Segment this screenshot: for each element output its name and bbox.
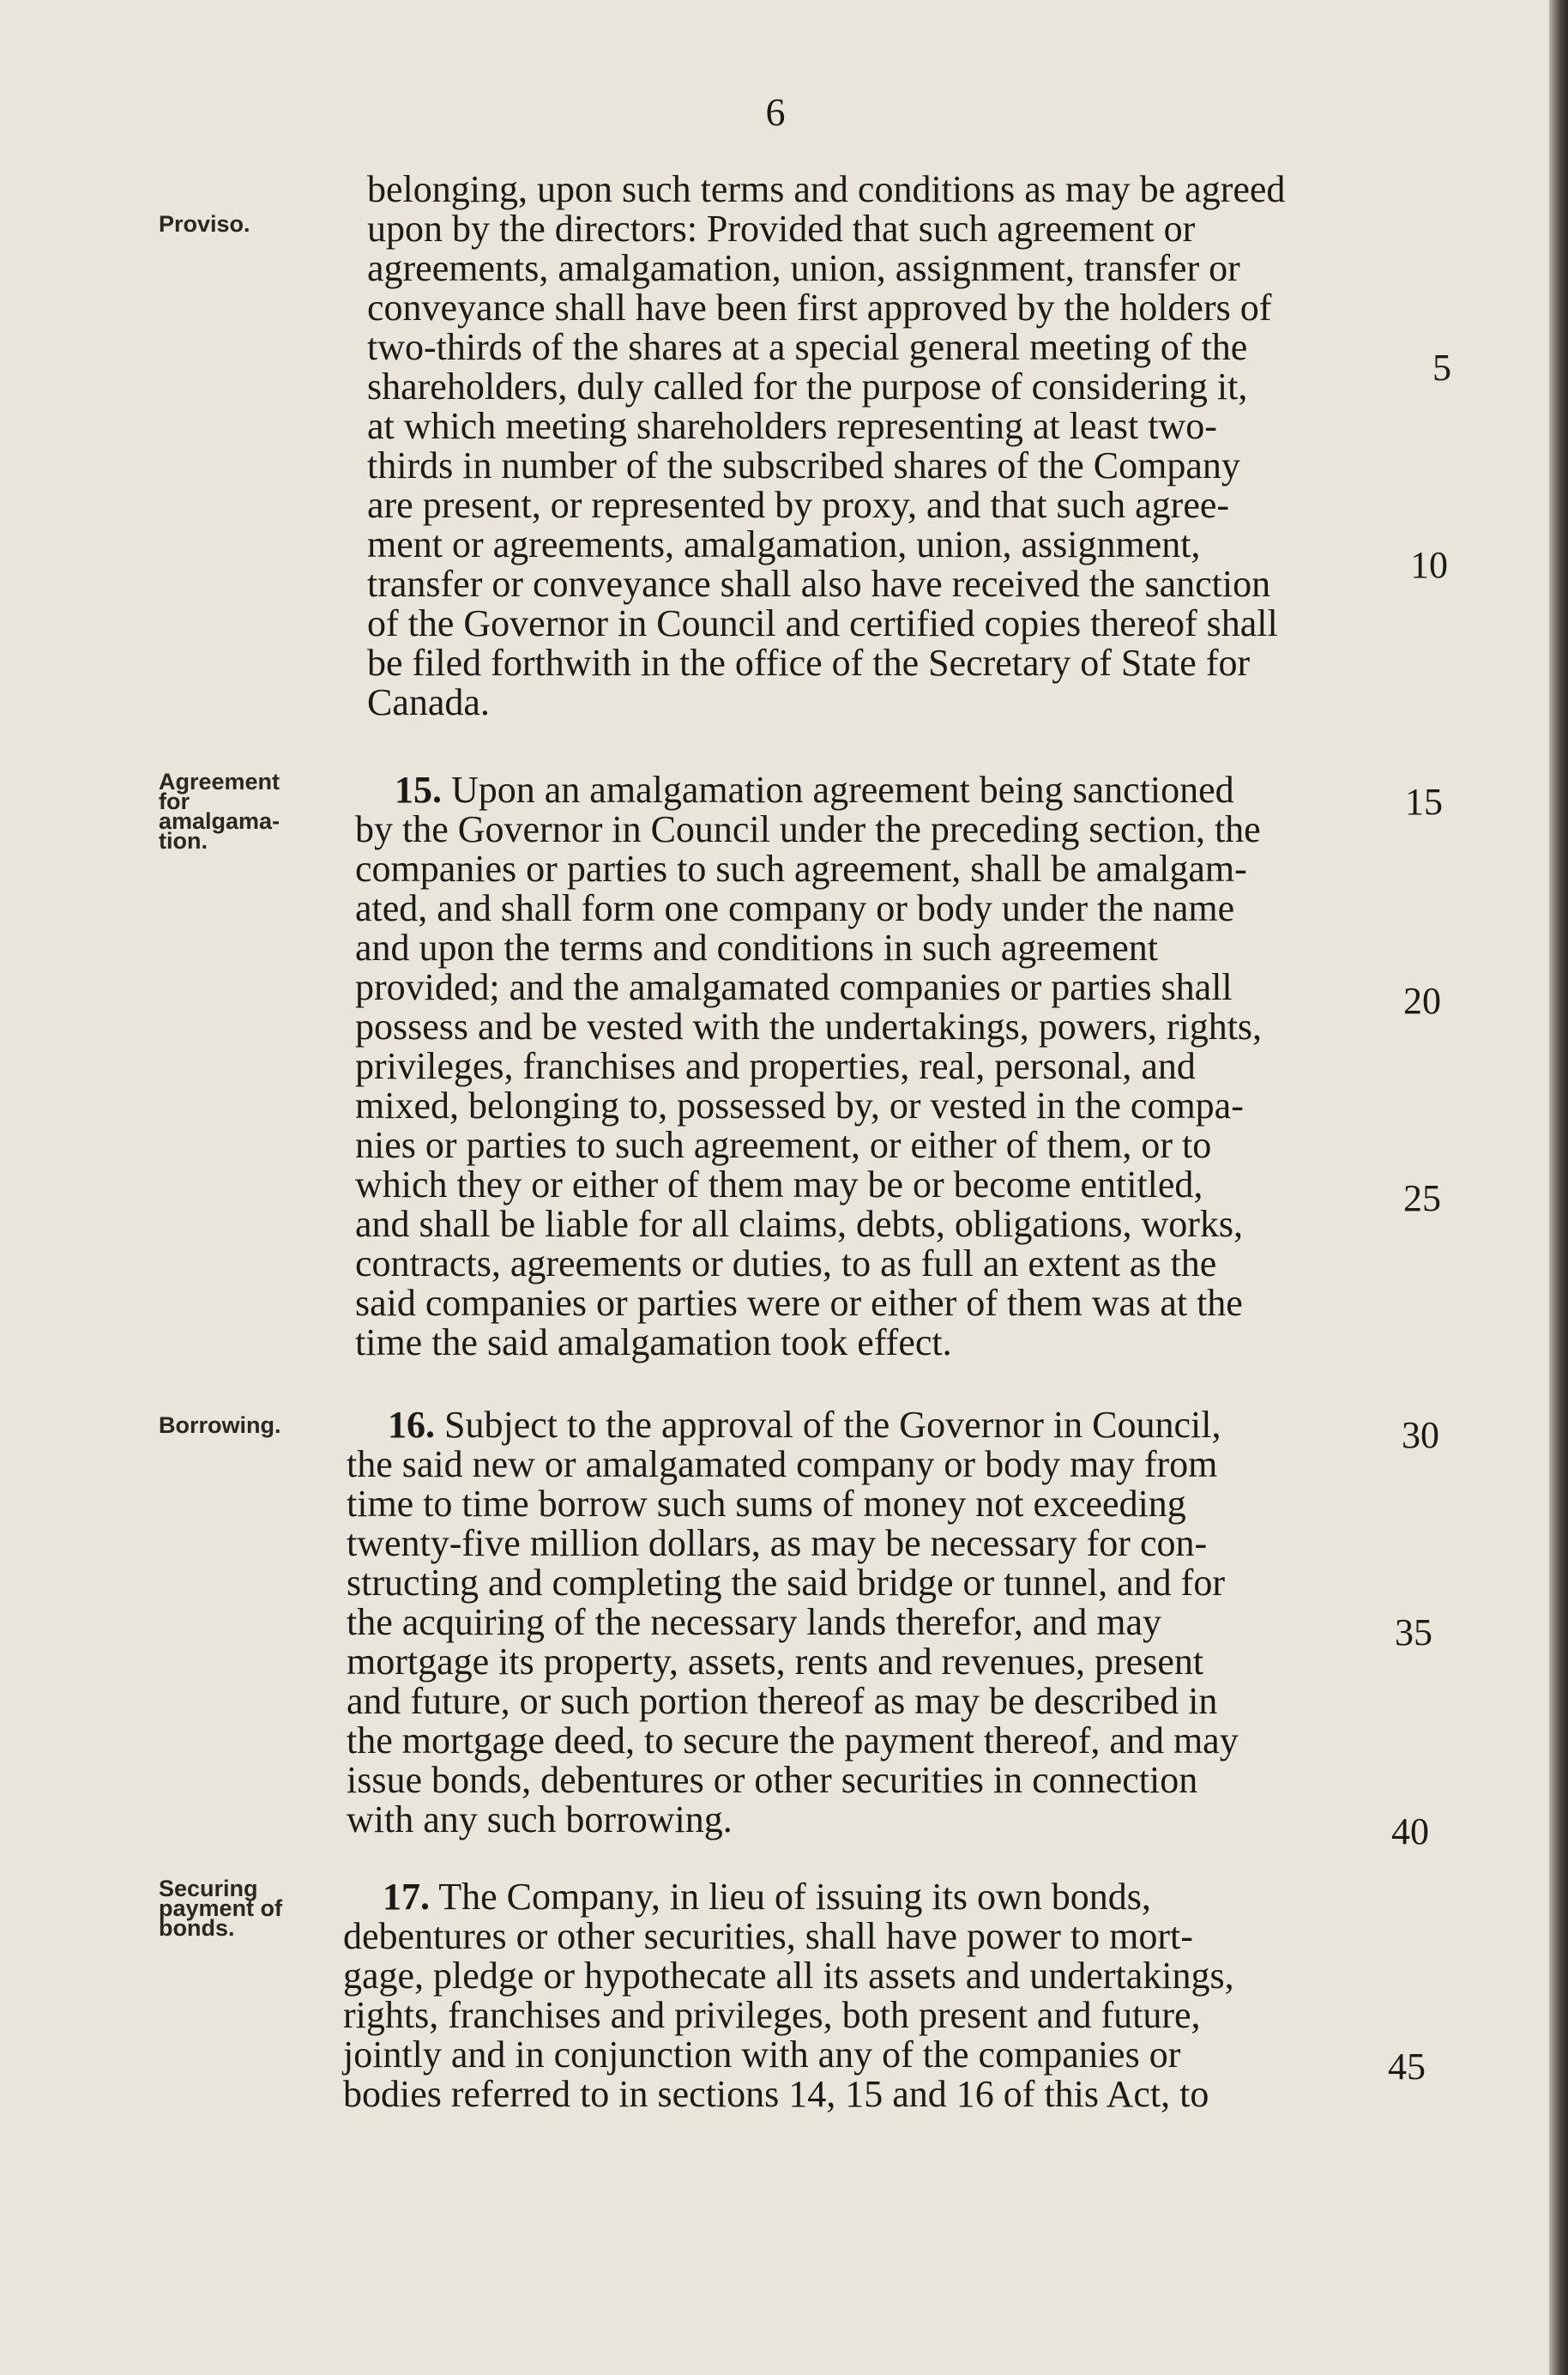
- text-line: [388, 1405, 1221, 1445]
- text-line: time the said amalgamation took effect.: [355, 1321, 952, 1363]
- line-number: 40: [1391, 1810, 1429, 1852]
- line-number: 5: [1432, 347, 1451, 389]
- text-line: and upon the terms and conditions in such agreement: [355, 927, 1158, 969]
- text-line: with any such borrowing.: [347, 1798, 733, 1840]
- section-number: 15.: [395, 769, 442, 811]
- text-line: possess and be vested with the undertakings, powers, rights,: [355, 1006, 1263, 1048]
- text-line: shareholders, duly called for the purpose of considering it,: [367, 366, 1248, 408]
- margin-note-proviso: Proviso.: [159, 211, 250, 237]
- text-line: two-thirds of the shares at a special general meeting of the: [367, 326, 1248, 368]
- text-line: which they or either of them may be or become entitled,: [355, 1163, 1203, 1206]
- text-line: Canada.: [367, 681, 490, 723]
- text-line: nies or parties to such agreement, or either of them, or to: [355, 1124, 1212, 1166]
- text-line: ment or agreements, amalgamation, union, assignment,: [367, 523, 1201, 565]
- line-number: 45: [1388, 2046, 1426, 2088]
- text-line: of the Governor in Council and certified copies thereof shall: [367, 602, 1278, 644]
- page-number: 6: [765, 90, 786, 134]
- line-number: 25: [1403, 1177, 1441, 1219]
- text-span: Subject to the approval of the Governor in Council,: [435, 1404, 1221, 1446]
- section-number: 16.: [388, 1404, 435, 1446]
- text-line: bodies referred to in sections 14, 15 and 16 of this Act, to: [343, 2073, 1209, 2115]
- page-edge-shadow: [1549, 0, 1568, 2375]
- margin-note-securing: [159, 1876, 309, 1941]
- text-line: issue bonds, debentures or other securities in connection: [347, 1759, 1198, 1801]
- text-line: mortgage its property, assets, rents and revenues, present: [347, 1641, 1204, 1683]
- text-line: agreements, amalgamation, union, assignment, transfer or: [367, 247, 1240, 289]
- text-line: upon by the directors: Provided that such agreement or: [367, 208, 1196, 250]
- margin-note-line: bonds.: [159, 1915, 235, 1941]
- text-line: mixed, belonging to, possessed by, or vested in the compa-: [355, 1085, 1244, 1127]
- line-number: 35: [1395, 1611, 1432, 1653]
- text-line: jointly and in conjunction with any of the companies or: [343, 2034, 1181, 2076]
- text-line: conveyance shall have been first approved by the holders of: [367, 287, 1272, 329]
- line-number: 10: [1410, 544, 1448, 586]
- line-number: 15: [1405, 781, 1443, 823]
- text-line: are present, or represented by proxy, and that such agree-: [367, 484, 1230, 526]
- text-line: and future, or such portion thereof as may be described in: [347, 1680, 1218, 1722]
- text-line: time to time borrow such sums of money not exceeding: [347, 1483, 1186, 1525]
- margin-note-line: for: [159, 789, 190, 814]
- text-line: provided; and the amalgamated companies or parties shall: [355, 966, 1233, 1008]
- text-line: at which meeting shareholders representing at least two-: [367, 405, 1217, 447]
- text-line: the acquiring of the necessary lands therefor, and may: [347, 1601, 1161, 1643]
- text-line: the said new or amalgamated company or body may from: [347, 1443, 1218, 1485]
- text-line: said companies or parties were or either of them was at the: [355, 1282, 1243, 1324]
- text-line: twenty-five million dollars, as may be necessary for con-: [347, 1522, 1208, 1564]
- text-line: thirds in number of the subscribed shares of the Company: [367, 444, 1240, 486]
- text-line: gage, pledge or hypothecate all its assets and undertakings,: [343, 1955, 1234, 1997]
- text-line: ated, and shall form one company or body under the name: [355, 887, 1235, 929]
- text-line: be filed forthwith in the office of the Secretary of State for: [367, 642, 1251, 684]
- text-span: Upon an amalgamation agreement being sanctioned: [442, 769, 1234, 811]
- text-line: contracts, agreements or duties, to as full an extent as the: [355, 1242, 1217, 1284]
- line-number: 20: [1403, 980, 1441, 1022]
- text-line: privileges, franchises and properties, real, personal, and: [355, 1045, 1196, 1087]
- margin-note-line: Securing: [159, 1876, 258, 1901]
- text-line: [395, 771, 1234, 810]
- margin-note-line: Agreement: [159, 769, 280, 795]
- text-line: transfer or conveyance shall also have received the sanction: [367, 563, 1271, 605]
- margin-note-line: payment of: [159, 1895, 283, 1921]
- line-number: 30: [1402, 1414, 1439, 1456]
- margin-note-agreement: [159, 769, 309, 854]
- text-line: structing and completing the said bridge or tunnel, and for: [347, 1562, 1225, 1604]
- section-number: 17.: [383, 1876, 430, 1918]
- text-line: companies or parties to such agreement, shall be amalgam-: [355, 848, 1247, 890]
- text-span: The Company, in lieu of issuing its own bonds,: [430, 1876, 1151, 1918]
- text-line: by the Governor in Council under the preceding section, the: [355, 808, 1261, 850]
- text-line: [383, 1877, 1151, 1917]
- margin-note-line: amalgama-: [159, 808, 280, 834]
- margin-note-line: tion.: [159, 828, 208, 854]
- text-line: and shall be liable for all claims, debts, obligations, works,: [355, 1203, 1244, 1245]
- text-line: belonging, upon such terms and conditions as may be agreed: [367, 168, 1286, 210]
- text-line: debentures or other securities, shall have power to mort-: [343, 1915, 1193, 1957]
- margin-note-borrowing: Borrowing.: [159, 1412, 281, 1438]
- text-line: rights, franchises and privileges, both present and future,: [343, 1994, 1201, 2036]
- text-line: the mortgage deed, to secure the payment thereof, and may: [347, 1719, 1239, 1762]
